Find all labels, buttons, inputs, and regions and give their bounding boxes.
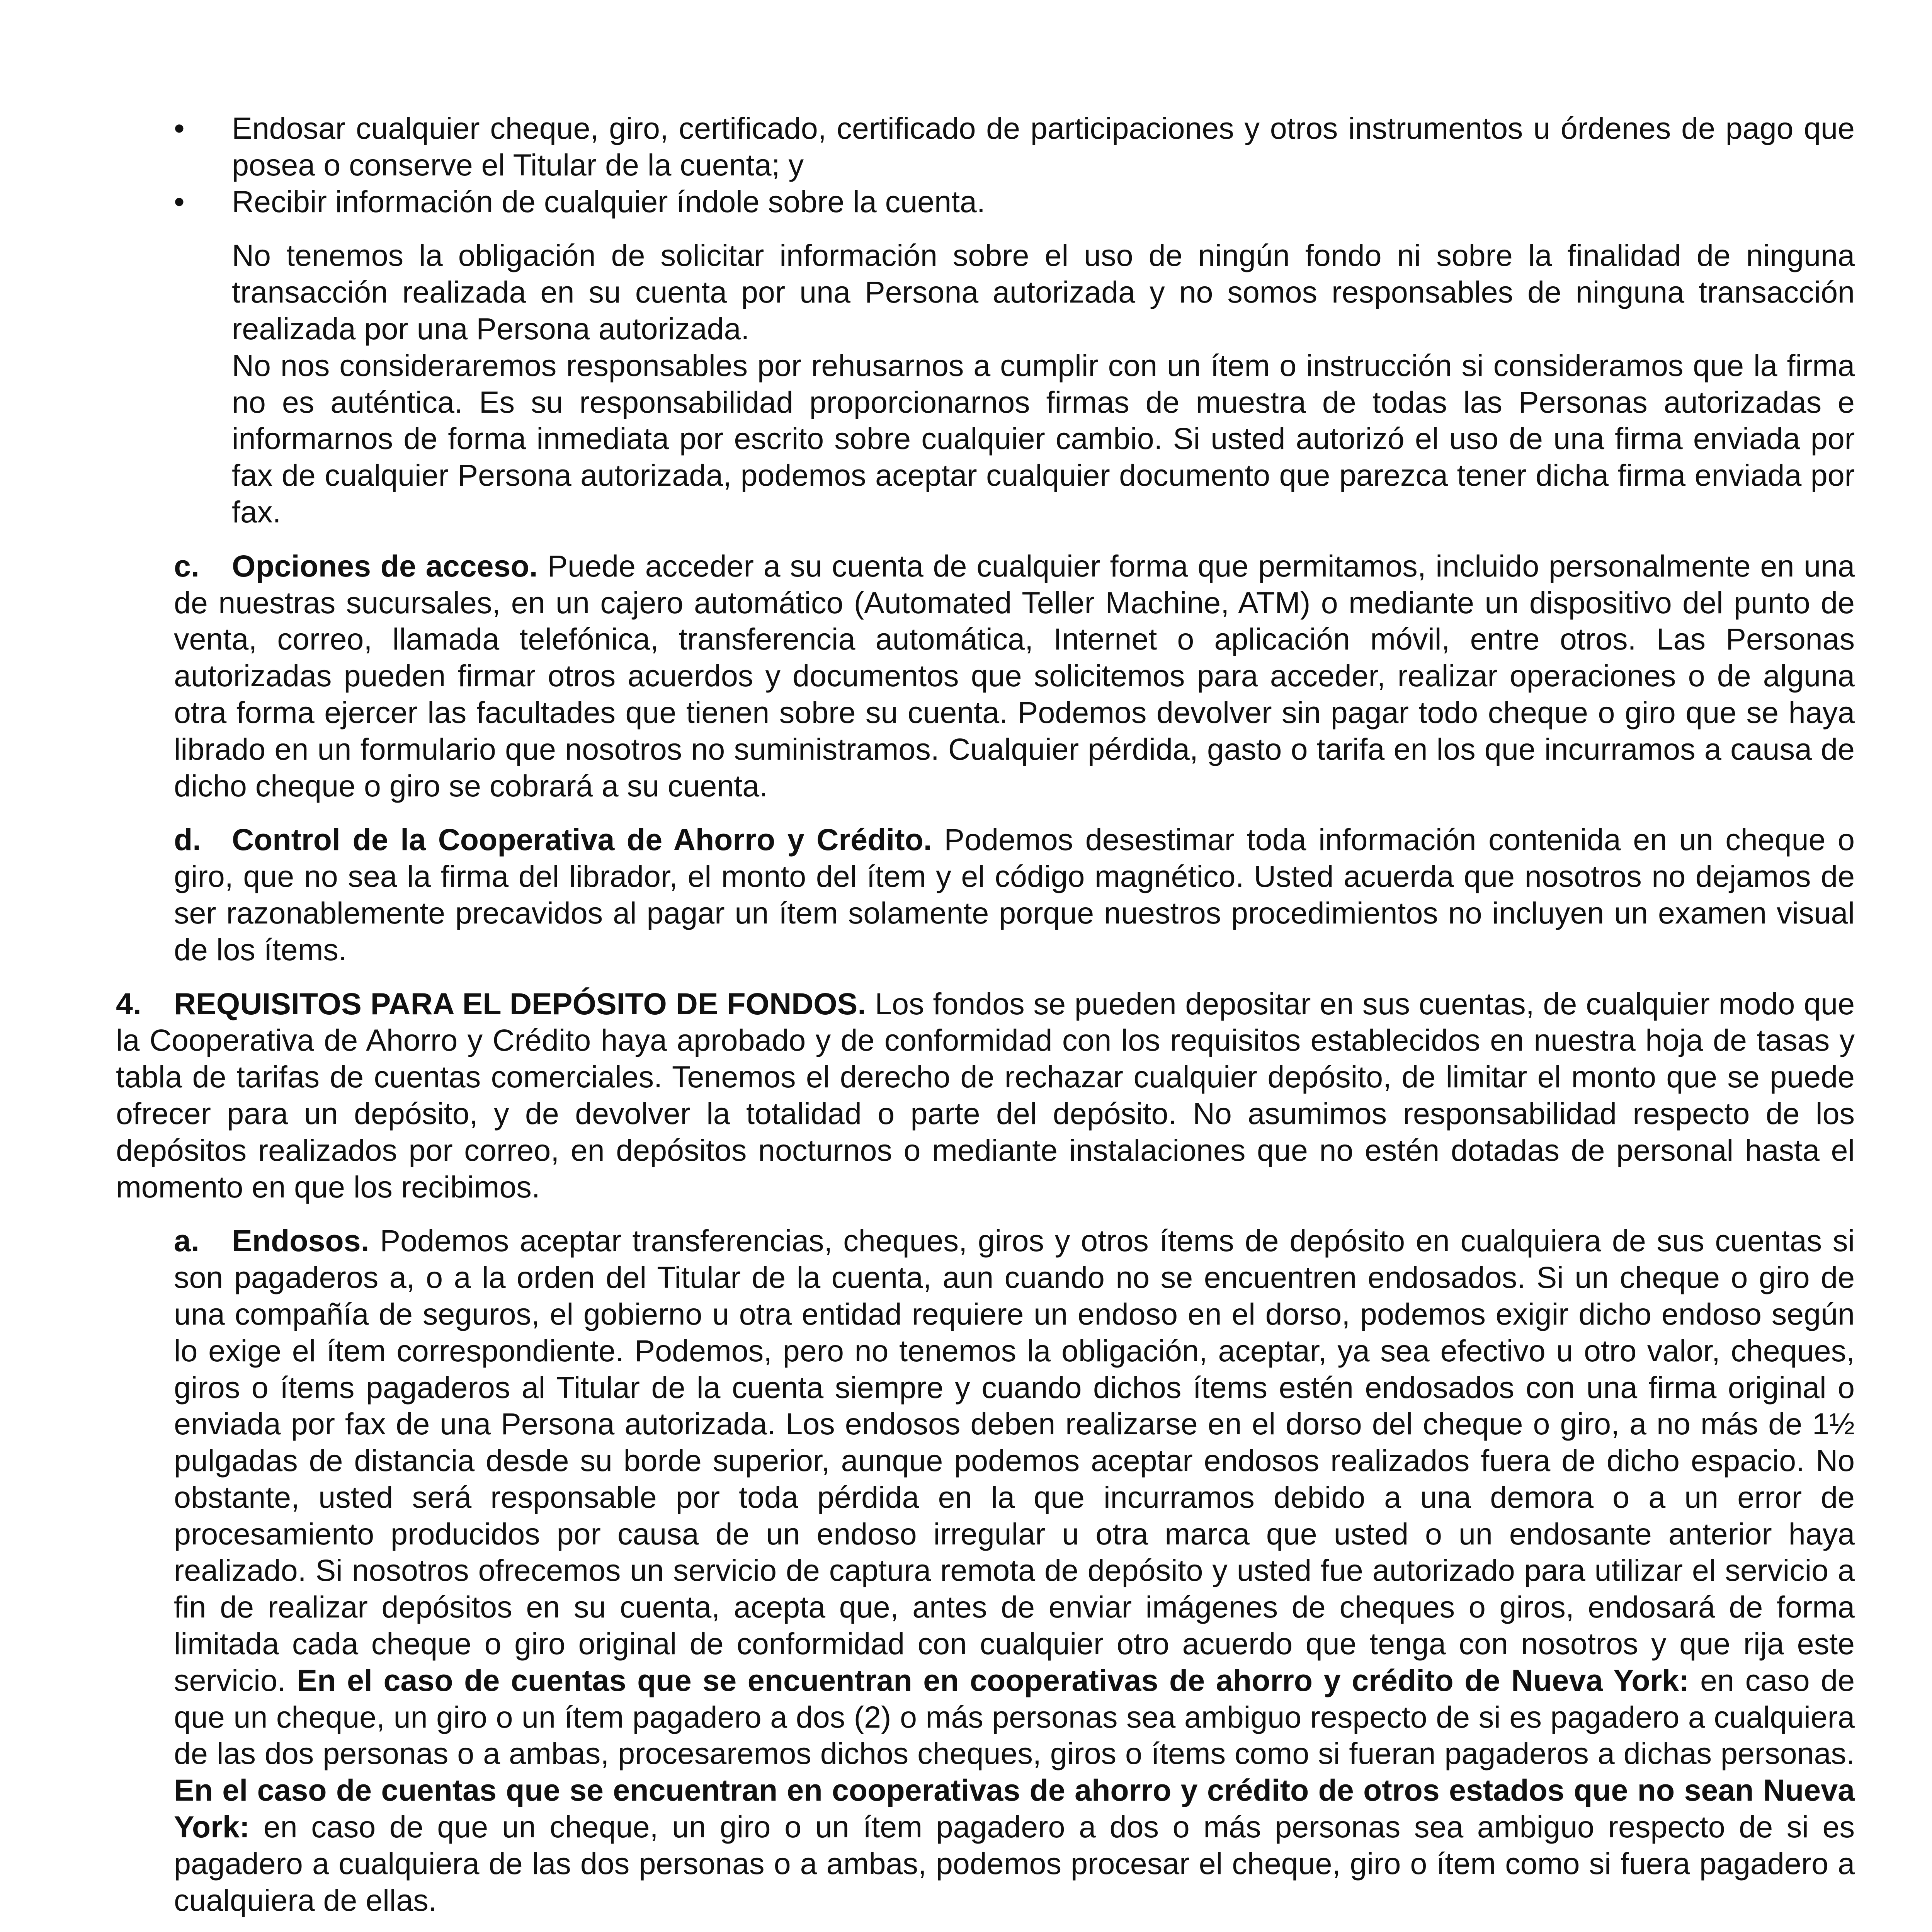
section-c-heading: Opciones de acceso.: [232, 548, 538, 583]
section-4-heading: REQUISITOS PARA EL DEPÓSITO DE FONDOS.: [174, 986, 866, 1021]
section-4-label: 4.: [116, 986, 141, 1021]
section-c-label: c.: [174, 548, 199, 583]
bullet-symbol: •: [174, 111, 185, 145]
section-4-body: Los fondos se pueden depositar en sus cuentas, de cualquier modo que la Cooperativa de Ahorro y Crédito haya aprobado y de conformidad con los requisitos establecidos en nuestra hoja de tasas y tabla de tarifas de cuentas comerciales. Tenemos el derecho de rechazar cualquier depósito, de limitar el monto que se puede ofrecer para un depósito, y de devolver la totalidad o parte del depósito. No asumimos responsabilidad respecto de los depósitos realizados por correo, en depósitos nocturnos o mediante instalaciones que no estén dotadas de personal hasta el momento en que los recibimos.: [116, 986, 1855, 1204]
bullet-item: [174, 184, 1855, 220]
paragraph-no-obligation: No tenemos la obligación de solicitar información sobre el uso de ningún fondo ni sobre la finalidad de ninguna transacción realizada en su cuenta por una Persona autorizada y no somos responsables de ninguna transacción realizada por una Persona autorizada.: [232, 238, 1855, 346]
section-4a-bold-new-york: En el caso de cuentas que se encuentran en cooperativas de ahorro y crédito de Nueva York:: [297, 1663, 1689, 1697]
section-4-deposit-requirements: [116, 986, 1855, 1206]
section-4a-endorsements: [174, 1223, 1855, 1918]
section-d-body: Podemos desestimar toda información contenida en un cheque o giro, que no sea la firma del librador, el monto del ítem y el código magnético. Usted acuerda que nosotros no dejamos de ser razonablemente precavidos al pagar un ítem solamente porque nuestros procedimientos no incluyen un examen visual de los ítems.: [174, 822, 1855, 967]
document-body: [116, 110, 1855, 1932]
bullet-text: Endosar cualquier cheque, giro, certificado, certificado de participaciones y otros instrumentos u órdenes de pago que posea o conserve el Titular de la cuenta; y: [232, 111, 1855, 182]
section-4a-body-1: Podemos aceptar transferencias, cheques, giros y otros ítems de depósito en cualquiera de sus cuentas si son pagaderos a, o a la orden del Titular de la cuenta, aun cuando no se encuentren endosados. Si un cheque o giro de una compañía de seguros, el gobierno u otra entidad requiere un endoso en el dorso, podemos exigir dicho endoso según lo exige el ítem correspondiente. Podemos, pero no tenemos la obligación, aceptar, ya sea efectivo u otro valor, cheques, giros o ítems pagaderos al Titular de la cuenta siempre y cuando dichos ítems estén endosados con una firma original o enviada por fax de una Persona autorizada. Los endosos deben realizarse en el dorso del cheque o giro, a no más de 1½ pulgadas de distancia desde su borde superior, aunque podemos aceptar endosos realizados fuera de dicho espacio. No obstante, usted será responsable por toda pérdida en la que incurramos debido a una demora o a un error de procesamiento producidos por causa de un endoso irregular u otra marca que usted o un endosante anterior haya realizado. Si nosotros ofrecemos un servicio de captura remota de depósito y usted fue autorizado para utilizar el servicio a fin de realizar depósitos en su cuenta, acepta que, antes de enviar imágenes de cheques o giros, endosará de forma limitada cada cheque o giro original de conformidad con cualquier otro acuerdo que tenga con nosotros y que rija este servicio.: [174, 1223, 1855, 1697]
section-d-label: d.: [174, 822, 201, 857]
bullet-text: Recibir información de cualquier índole sobre la cuenta.: [232, 184, 985, 219]
section-4a-body-3: en caso de que un cheque, un giro o un ítem pagadero a dos o más personas sea ambiguo respecto de si es pagadero a cualquiera de las dos personas o a ambas, podemos procesar el cheque, giro o ítem como si fuera pagadero a cualquiera de ellas.: [174, 1810, 1855, 1917]
section-4a-label: a.: [174, 1223, 199, 1258]
section-c-access-options: [174, 548, 1855, 804]
section-4a-bold-other-states: En el caso de cuentas que se encuentran en cooperativas de ahorro y crédito de otros estados que no sean Nueva York:: [174, 1773, 1855, 1844]
section-c-body: Puede acceder a su cuenta de cualquier forma que permitamos, incluido personalmente en una de nuestras sucursales, en un cajero automático (Automated Teller Machine, ATM) o mediante un dispositivo del punto de venta, correo, llamada telefónica, transferencia automática, Internet o aplicación móvil, entre otros. Las Personas autorizadas pueden firmar otros acuerdos y documentos que solicitemos para acceder, realizar operaciones o de alguna otra forma ejercer las facultades que tienen sobre su cuenta. Podemos devolver sin pagar todo cheque o giro que se haya librado en un formulario que nosotros no suministramos. Cualquier pérdida, gasto o tarifa en los que incurramos a causa de dicho cheque o giro se cobrará a su cuenta.: [174, 548, 1855, 803]
section-d-credit-union-control: [174, 821, 1855, 968]
paragraph-signature: No nos consideraremos responsables por rehusarnos a cumplir con un ítem o instrucción si consideramos que la firma no es auténtica. Es su responsabilidad proporcionarnos firmas de muestra de todas las Personas autorizadas e informarnos de forma inmediata por escrito sobre cualquier cambio. Si usted autorizó el uso de una firma enviada por fax de cualquier Persona autorizada, podemos aceptar cualquier documento que parezca tener dicha firma enviada por fax.: [232, 348, 1855, 529]
bullet-item: [174, 110, 1855, 184]
section-d-heading: Control de la Cooperativa de Ahorro y Crédito.: [232, 822, 932, 857]
bullet-symbol: •: [174, 184, 185, 219]
section-4a-body-2: en caso de que un cheque, un giro o un ítem pagadero a dos (2) o más personas sea ambiguo respecto de si es pagadero a cualquiera de las dos personas o a ambas, procesaremos dichos cheques, giros o ítems como si fueran pagaderos a dichas personas.: [174, 1663, 1855, 1771]
section-4a-heading: Endosos.: [232, 1223, 369, 1258]
